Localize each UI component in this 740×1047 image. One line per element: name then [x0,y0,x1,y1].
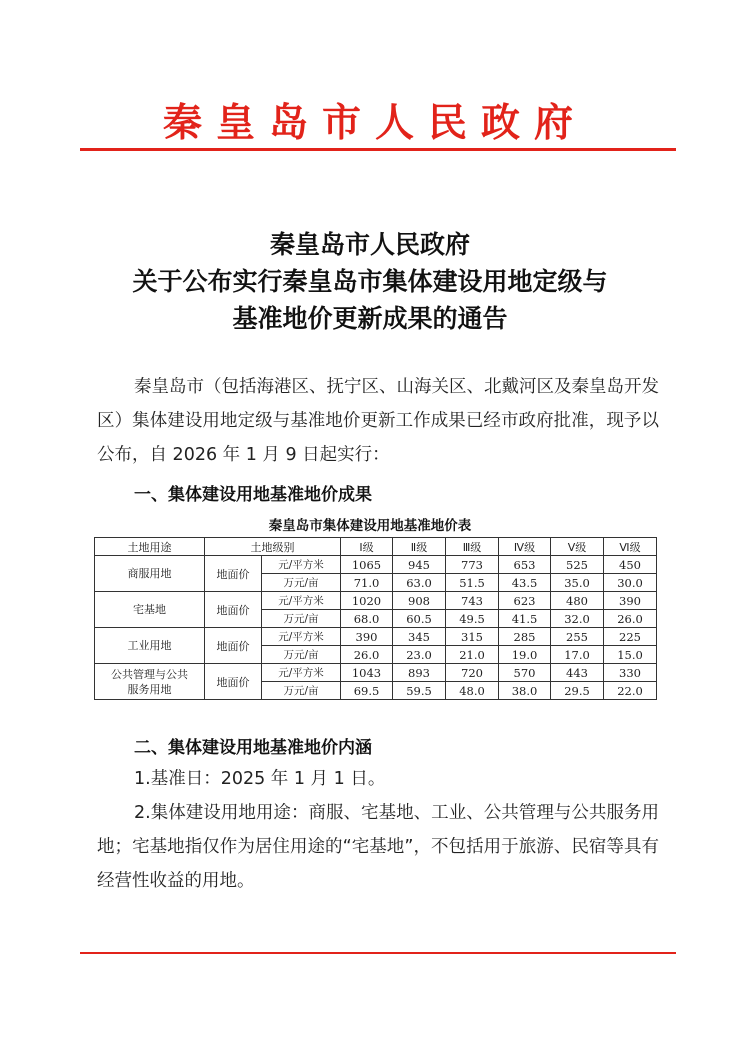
table-row [95,556,657,574]
value-cell: 570 [499,664,551,682]
unit-cell: 元/平方米 [262,556,341,574]
value-cell: 390 [604,592,657,610]
value-cell: 480 [551,592,604,610]
value-cell: 35.0 [551,574,604,592]
section-2-heading: 二、集体建设用地基准地价内涵 [134,738,372,758]
value-cell: 59.5 [393,682,446,700]
value-cell: 1020 [341,592,393,610]
value-cell: 1043 [341,664,393,682]
header-level-1: Ⅰ级 [341,538,393,556]
table-row [95,628,657,646]
price-kind-cell: 地面价 [205,664,262,700]
value-cell: 26.0 [604,610,657,628]
unit-cell: 元/平方米 [262,592,341,610]
value-cell: 19.0 [499,646,551,664]
value-cell: 32.0 [551,610,604,628]
masthead-red-rule [80,148,676,151]
value-cell: 17.0 [551,646,604,664]
value-cell: 51.5 [446,574,499,592]
table-row [95,664,657,682]
item-1-paragraph: 1.基准日：2025 年 1 月 1 日。 [134,769,386,789]
price-kind-cell: 地面价 [205,556,262,592]
value-cell: 1065 [341,556,393,574]
value-cell: 38.0 [499,682,551,700]
value-cell: 29.5 [551,682,604,700]
header-level-3: Ⅲ级 [446,538,499,556]
value-cell: 26.0 [341,646,393,664]
land-use-line-2: 服务用地 [127,682,172,696]
value-cell: 653 [499,556,551,574]
value-cell: 43.5 [499,574,551,592]
title-line-3: 基准地价更新成果的通告 [232,304,508,333]
value-cell: 330 [604,664,657,682]
value-cell: 22.0 [604,682,657,700]
price-kind-cell: 地面价 [205,628,262,664]
item-2-paragraph: 2.集体建设用地用途：商服、宅基地、工业、公共管理与公共服务用地；宅基地指仅作为居住用途的“宅基地”，不包括用于旅游、民宿等具有经营性收益的用地。 [97,803,659,891]
value-cell: 908 [393,592,446,610]
document-title [60,226,680,337]
intro-paragraph: 秦皇岛市（包括海港区、抚宁区、山海关区、北戴河区及秦皇岛开发区）集体建设用地定级与基准地价更新工作成果已经市政府批准，现予以公布，自 2026 年 1 月 9 日起实行： [97,377,659,465]
value-cell: 945 [393,556,446,574]
value-cell: 743 [446,592,499,610]
unit-cell: 万元/亩 [262,574,341,592]
value-cell: 63.0 [393,574,446,592]
value-cell: 69.5 [341,682,393,700]
value-cell: 450 [604,556,657,574]
value-cell: 49.5 [446,610,499,628]
header-grade: 土地级别 [205,538,341,556]
table-title: 秦皇岛市集体建设用地基准地价表 [268,518,472,534]
value-cell: 60.5 [393,610,446,628]
header-level-2: Ⅱ级 [393,538,446,556]
value-cell: 720 [446,664,499,682]
value-cell: 23.0 [393,646,446,664]
header-level-4: Ⅳ级 [499,538,551,556]
section-1-heading: 一、集体建设用地基准地价成果 [134,485,372,505]
unit-cell: 元/平方米 [262,628,341,646]
table-header-row [95,538,657,556]
table-row [95,592,657,610]
value-cell: 41.5 [499,610,551,628]
value-cell: 315 [446,628,499,646]
header-level-6: Ⅵ级 [604,538,657,556]
land-use-cell: 工业用地 [95,628,205,664]
unit-cell: 万元/亩 [262,682,341,700]
header-use: 土地用途 [95,538,205,556]
header-level-5: Ⅴ级 [551,538,604,556]
land-use-cell: 商服用地 [95,556,205,592]
value-cell: 255 [551,628,604,646]
value-cell: 48.0 [446,682,499,700]
unit-cell: 万元/亩 [262,646,341,664]
value-cell: 15.0 [604,646,657,664]
value-cell: 21.0 [446,646,499,664]
land-use-cell: 宅基地 [95,592,205,628]
value-cell: 68.0 [341,610,393,628]
value-cell: 893 [393,664,446,682]
value-cell: 773 [446,556,499,574]
value-cell: 525 [551,556,604,574]
land-price-table [94,537,657,700]
price-kind-cell: 地面价 [205,592,262,628]
value-cell: 30.0 [604,574,657,592]
value-cell: 623 [499,592,551,610]
title-line-2: 关于公布实行秦皇岛市集体建设用地定级与 [132,267,608,296]
title-line-1: 秦皇岛市人民政府 [269,230,470,259]
unit-cell: 万元/亩 [262,610,341,628]
footer-red-rule [80,952,676,954]
value-cell: 285 [499,628,551,646]
value-cell: 71.0 [341,574,393,592]
value-cell: 225 [604,628,657,646]
value-cell: 443 [551,664,604,682]
land-use-line-1: 公共管理与公共 [111,667,188,681]
unit-cell: 元/平方米 [262,664,341,682]
land-use-cell [95,664,205,700]
value-cell: 345 [393,628,446,646]
value-cell: 390 [341,628,393,646]
masthead-title: 秦皇岛市人民政府 [162,100,587,146]
